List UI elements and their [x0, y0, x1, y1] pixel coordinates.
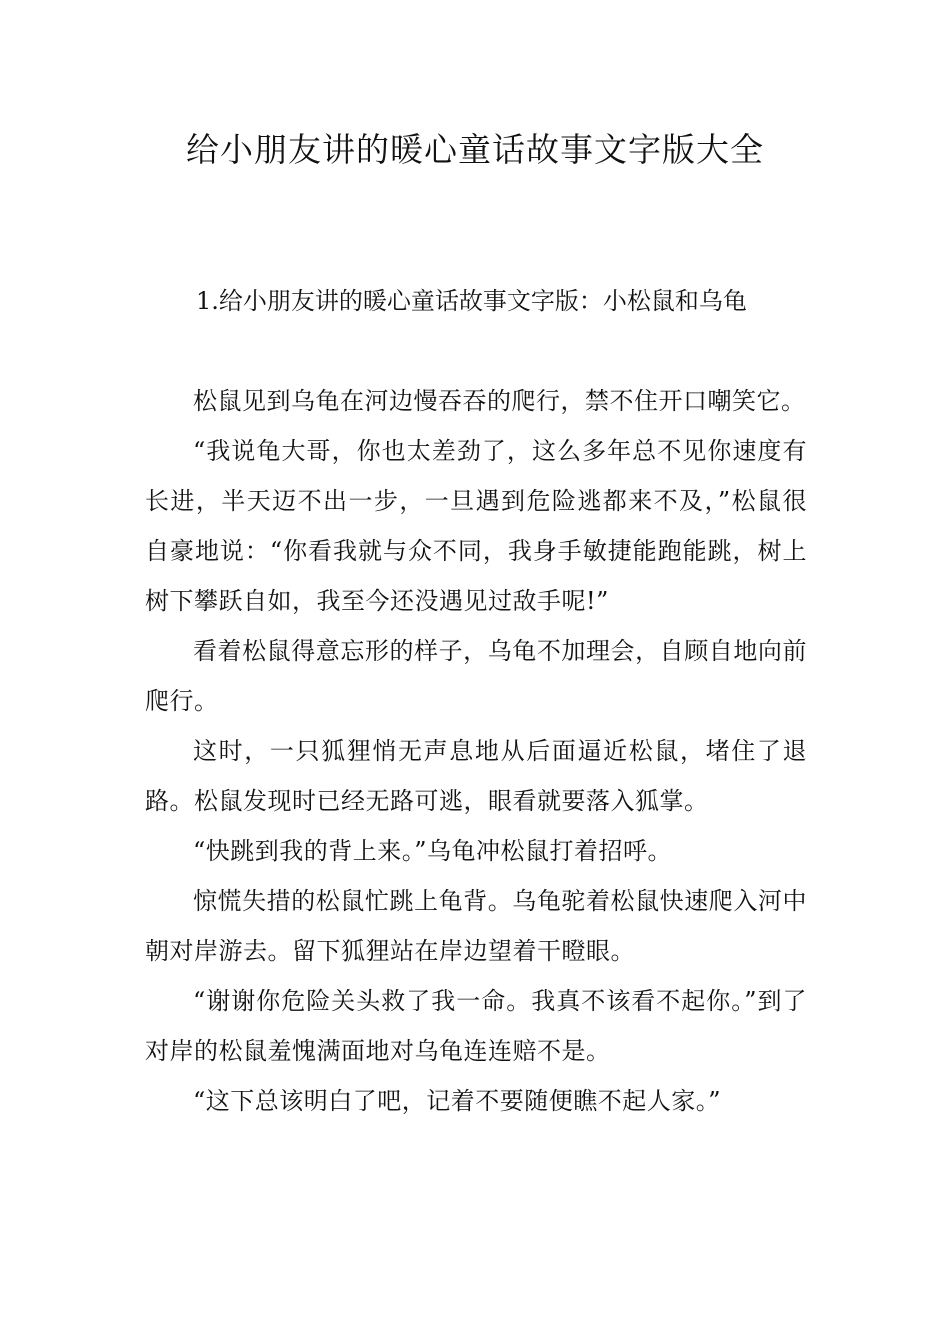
story-body — [145, 376, 807, 1126]
story-paragraph: 松鼠见到乌龟在河边慢吞吞的爬行，禁不住开口嘲笑它。 — [193, 387, 806, 415]
story-paragraph: 看着松鼠得意忘形的样子，乌龟不加理会，自顾自地向前爬行。 — [145, 637, 807, 715]
story-paragraph: “这下总该明白了吧，记着不要随便瞧不起人家。” — [193, 1087, 722, 1115]
document-title: 给小朋友讲的暖心童话故事文字版大全 — [186, 130, 764, 169]
story-paragraph: “我说龟大哥，你也太差劲了，这么多年总不见你速度有长进，半天迈不出一步，一旦遇到危险逃都来不及，”松鼠很自豪地说：“你看我就与众不同，我身手敏捷能跑能跳，树上树下攀跃自如，我至今还没遇见过敌手呢!” — [145, 437, 807, 615]
story-paragraph: 这时，一只狐狸悄无声息地从后面逼近松鼠，堵住了退路。松鼠发现时已经无路可逃，眼看就要落入狐掌。 — [145, 737, 807, 815]
story-paragraph: “谢谢你危险关头救了我一命。我真不该看不起你。”到了对岸的松鼠羞愧满面地对乌龟连连赔不是。 — [145, 987, 807, 1065]
section-heading: 1.给小朋友讲的暖心童话故事文字版：小松鼠和乌龟 — [196, 287, 747, 315]
story-paragraph: “快跳到我的背上来。”乌龟冲松鼠打着招呼。 — [193, 837, 673, 865]
story-paragraph: 惊慌失措的松鼠忙跳上龟背。乌龟驼着松鼠快速爬入河中朝对岸游去。留下狐狸站在岸边望着干瞪眼。 — [145, 887, 807, 965]
